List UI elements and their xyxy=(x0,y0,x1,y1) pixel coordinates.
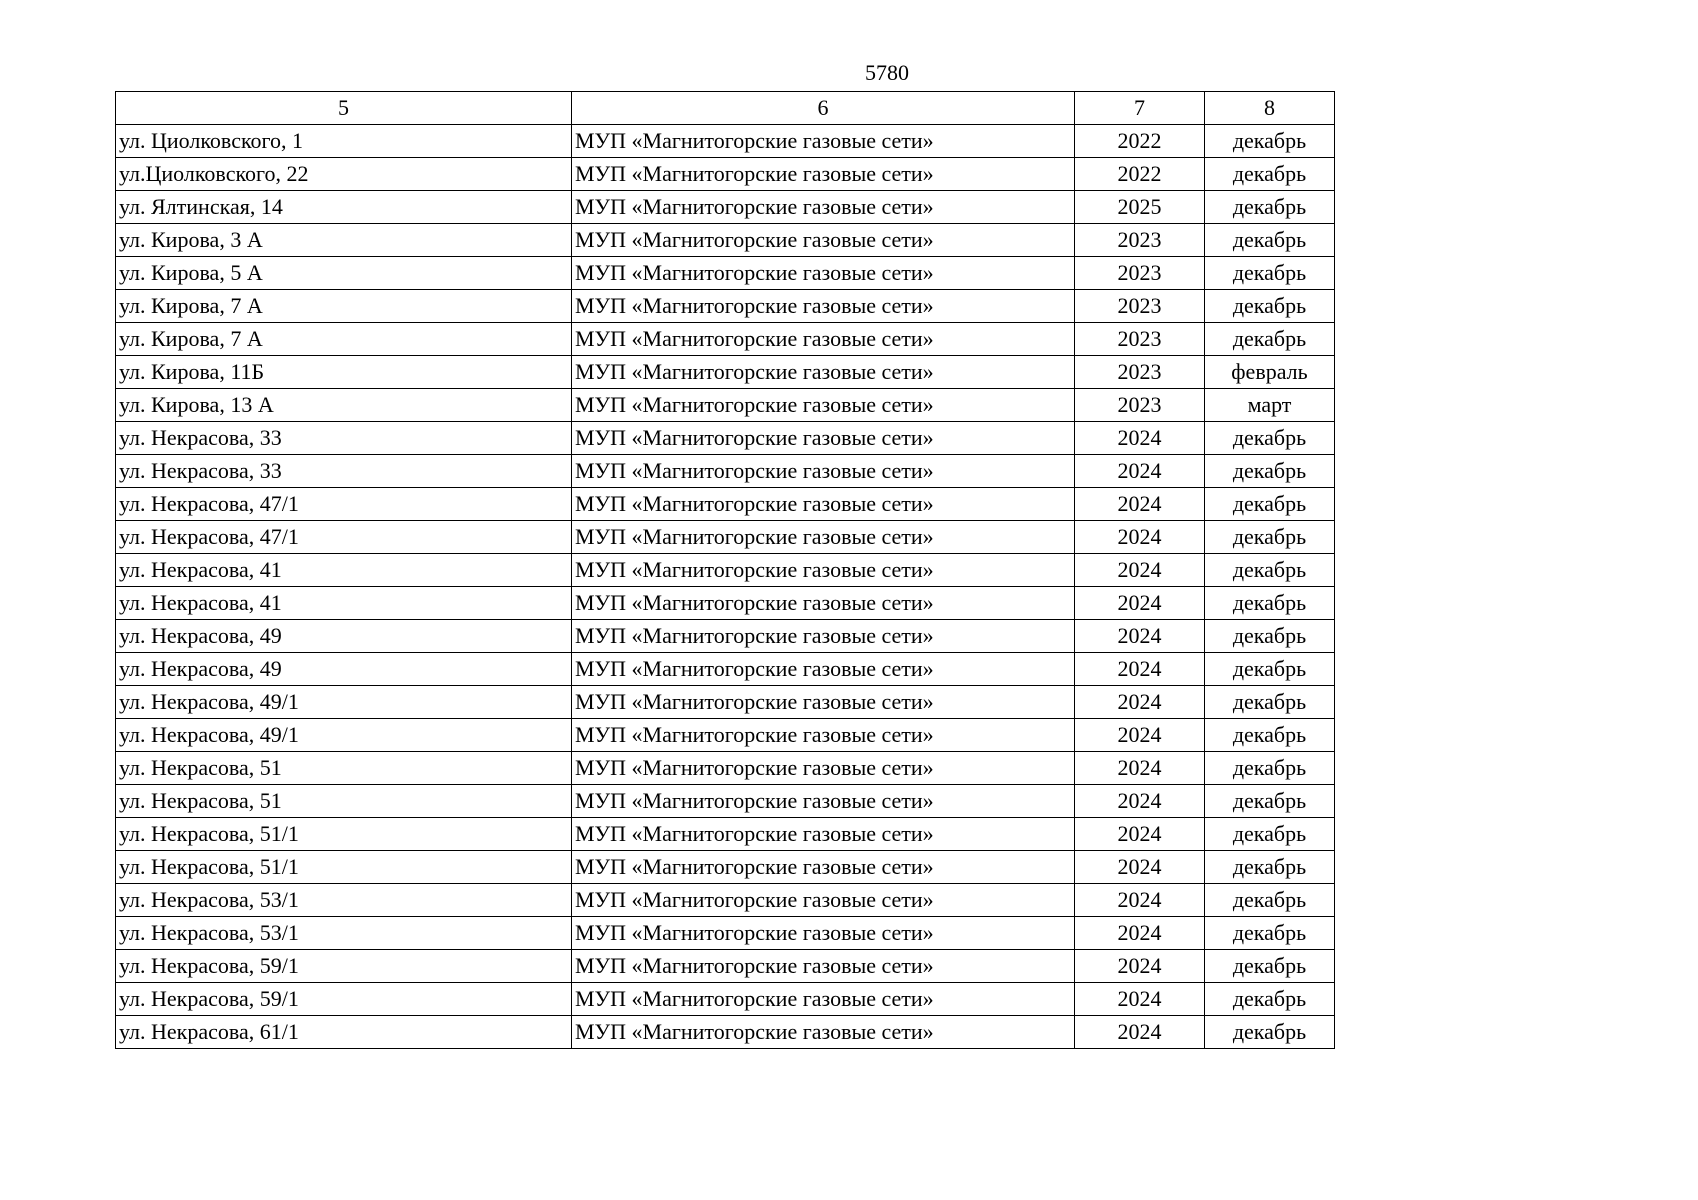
table-row xyxy=(116,323,1335,356)
year-cell: 2024 xyxy=(1075,653,1205,686)
address-cell: ул. Некрасова, 51 xyxy=(116,752,572,785)
year-cell: 2024 xyxy=(1075,620,1205,653)
address-cell: ул. Некрасова, 51/1 xyxy=(116,851,572,884)
table-row xyxy=(116,455,1335,488)
month-cell: декабрь xyxy=(1205,290,1335,323)
month-cell: декабрь xyxy=(1205,257,1335,290)
month-cell: декабрь xyxy=(1205,686,1335,719)
month-cell: декабрь xyxy=(1205,851,1335,884)
organization-cell: МУП «Магнитогорские газовые сети» xyxy=(572,686,1075,719)
month-cell: декабрь xyxy=(1205,719,1335,752)
month-cell: декабрь xyxy=(1205,587,1335,620)
month-cell: декабрь xyxy=(1205,191,1335,224)
organization-cell: МУП «Магнитогорские газовые сети» xyxy=(572,818,1075,851)
table-row xyxy=(116,587,1335,620)
month-cell: декабрь xyxy=(1205,125,1335,158)
year-cell: 2024 xyxy=(1075,719,1205,752)
organization-cell: МУП «Магнитогорские газовые сети» xyxy=(572,620,1075,653)
address-cell: ул. Некрасова, 59/1 xyxy=(116,983,572,1016)
address-cell: ул. Некрасова, 41 xyxy=(116,587,572,620)
year-cell: 2024 xyxy=(1075,785,1205,818)
address-cell: ул. Некрасова, 49 xyxy=(116,653,572,686)
address-cell: ул. Кирова, 5 А xyxy=(116,257,572,290)
organization-cell: МУП «Магнитогорские газовые сети» xyxy=(572,455,1075,488)
month-cell: декабрь xyxy=(1205,785,1335,818)
address-cell: ул. Кирова, 7 А xyxy=(116,290,572,323)
year-cell: 2024 xyxy=(1075,686,1205,719)
month-cell: декабрь xyxy=(1205,455,1335,488)
table-row xyxy=(116,191,1335,224)
address-cell: ул. Некрасова, 47/1 xyxy=(116,521,572,554)
year-cell: 2025 xyxy=(1075,191,1205,224)
organization-cell: МУП «Магнитогорские газовые сети» xyxy=(572,851,1075,884)
table-row xyxy=(116,1016,1335,1049)
address-cell: ул. Кирова, 3 А xyxy=(116,224,572,257)
organization-cell: МУП «Магнитогорские газовые сети» xyxy=(572,554,1075,587)
organization-cell: МУП «Магнитогорские газовые сети» xyxy=(572,125,1075,158)
month-cell: март xyxy=(1205,389,1335,422)
month-cell: декабрь xyxy=(1205,653,1335,686)
registry-table xyxy=(115,91,1335,1049)
year-cell: 2023 xyxy=(1075,389,1205,422)
organization-cell: МУП «Магнитогорские газовые сети» xyxy=(572,488,1075,521)
table-row xyxy=(116,290,1335,323)
column-header: 5 xyxy=(116,92,572,125)
table-row xyxy=(116,719,1335,752)
month-cell: декабрь xyxy=(1205,917,1335,950)
address-cell: ул. Некрасова, 41 xyxy=(116,554,572,587)
address-cell: ул. Некрасова, 49/1 xyxy=(116,686,572,719)
month-cell: декабрь xyxy=(1205,158,1335,191)
year-cell: 2024 xyxy=(1075,521,1205,554)
table-row xyxy=(116,950,1335,983)
year-cell: 2023 xyxy=(1075,356,1205,389)
year-cell: 2022 xyxy=(1075,158,1205,191)
year-cell: 2024 xyxy=(1075,851,1205,884)
organization-cell: МУП «Магнитогорские газовые сети» xyxy=(572,356,1075,389)
organization-cell: МУП «Магнитогорские газовые сети» xyxy=(572,323,1075,356)
month-cell: декабрь xyxy=(1205,521,1335,554)
column-header: 7 xyxy=(1075,92,1205,125)
organization-cell: МУП «Магнитогорские газовые сети» xyxy=(572,884,1075,917)
address-cell: ул. Некрасова, 33 xyxy=(116,422,572,455)
table-row xyxy=(116,257,1335,290)
table-header-row xyxy=(116,92,1335,125)
address-cell: ул. Некрасова, 49 xyxy=(116,620,572,653)
table-row xyxy=(116,356,1335,389)
month-cell: декабрь xyxy=(1205,224,1335,257)
year-cell: 2024 xyxy=(1075,587,1205,620)
month-cell: декабрь xyxy=(1205,554,1335,587)
address-cell: ул. Некрасова, 33 xyxy=(116,455,572,488)
year-cell: 2024 xyxy=(1075,884,1205,917)
address-cell: ул. Некрасова, 51/1 xyxy=(116,818,572,851)
year-cell: 2024 xyxy=(1075,818,1205,851)
table-row xyxy=(116,125,1335,158)
organization-cell: МУП «Магнитогорские газовые сети» xyxy=(572,983,1075,1016)
address-cell: ул. Некрасова, 53/1 xyxy=(116,884,572,917)
address-cell: ул. Некрасова, 49/1 xyxy=(116,719,572,752)
address-cell: ул. Некрасова, 59/1 xyxy=(116,950,572,983)
table-row xyxy=(116,488,1335,521)
year-cell: 2024 xyxy=(1075,488,1205,521)
table-row xyxy=(116,752,1335,785)
table-row xyxy=(116,521,1335,554)
address-cell: ул. Некрасова, 61/1 xyxy=(116,1016,572,1049)
year-cell: 2024 xyxy=(1075,917,1205,950)
organization-cell: МУП «Магнитогорские газовые сети» xyxy=(572,719,1075,752)
year-cell: 2024 xyxy=(1075,422,1205,455)
year-cell: 2022 xyxy=(1075,125,1205,158)
organization-cell: МУП «Магнитогорские газовые сети» xyxy=(572,587,1075,620)
page-number: 5780 xyxy=(865,60,909,85)
address-cell: ул. Некрасова, 47/1 xyxy=(116,488,572,521)
table-row xyxy=(116,851,1335,884)
year-cell: 2023 xyxy=(1075,323,1205,356)
year-cell: 2023 xyxy=(1075,224,1205,257)
organization-cell: МУП «Магнитогорские газовые сети» xyxy=(572,389,1075,422)
organization-cell: МУП «Магнитогорские газовые сети» xyxy=(572,290,1075,323)
month-cell: декабрь xyxy=(1205,752,1335,785)
organization-cell: МУП «Магнитогорские газовые сети» xyxy=(572,653,1075,686)
table-row xyxy=(116,422,1335,455)
table-row xyxy=(116,884,1335,917)
table-row xyxy=(116,224,1335,257)
month-cell: декабрь xyxy=(1205,488,1335,521)
month-cell: декабрь xyxy=(1205,950,1335,983)
organization-cell: МУП «Магнитогорские газовые сети» xyxy=(572,257,1075,290)
organization-cell: МУП «Магнитогорские газовые сети» xyxy=(572,950,1075,983)
organization-cell: МУП «Магнитогорские газовые сети» xyxy=(572,1016,1075,1049)
table-row xyxy=(116,785,1335,818)
month-cell: декабрь xyxy=(1205,983,1335,1016)
organization-cell: МУП «Магнитогорские газовые сети» xyxy=(572,422,1075,455)
organization-cell: МУП «Магнитогорские газовые сети» xyxy=(572,158,1075,191)
table-body xyxy=(116,92,1335,1049)
month-cell: декабрь xyxy=(1205,1016,1335,1049)
table-row xyxy=(116,158,1335,191)
organization-cell: МУП «Магнитогорские газовые сети» xyxy=(572,521,1075,554)
year-cell: 2024 xyxy=(1075,554,1205,587)
column-header: 6 xyxy=(572,92,1075,125)
column-header: 8 xyxy=(1205,92,1335,125)
year-cell: 2023 xyxy=(1075,290,1205,323)
organization-cell: МУП «Магнитогорские газовые сети» xyxy=(572,785,1075,818)
table-row xyxy=(116,620,1335,653)
address-cell: ул. Кирова, 7 А xyxy=(116,323,572,356)
year-cell: 2024 xyxy=(1075,455,1205,488)
address-cell: ул. Кирова, 13 А xyxy=(116,389,572,422)
address-cell: ул. Некрасова, 53/1 xyxy=(116,917,572,950)
month-cell: декабрь xyxy=(1205,818,1335,851)
table-row xyxy=(116,389,1335,422)
month-cell: декабрь xyxy=(1205,323,1335,356)
month-cell: декабрь xyxy=(1205,884,1335,917)
table-row xyxy=(116,917,1335,950)
year-cell: 2024 xyxy=(1075,752,1205,785)
organization-cell: МУП «Магнитогорские газовые сети» xyxy=(572,224,1075,257)
year-cell: 2024 xyxy=(1075,983,1205,1016)
address-cell: ул.Циолковского, 22 xyxy=(116,158,572,191)
table-row xyxy=(116,686,1335,719)
address-cell: ул. Кирова, 11Б xyxy=(116,356,572,389)
address-cell: ул. Циолковского, 1 xyxy=(116,125,572,158)
table-row xyxy=(116,983,1335,1016)
address-cell: ул. Ялтинская, 14 xyxy=(116,191,572,224)
month-cell: февраль xyxy=(1205,356,1335,389)
address-cell: ул. Некрасова, 51 xyxy=(116,785,572,818)
month-cell: декабрь xyxy=(1205,620,1335,653)
organization-cell: МУП «Магнитогорские газовые сети» xyxy=(572,917,1075,950)
organization-cell: МУП «Магнитогорские газовые сети» xyxy=(572,752,1075,785)
year-cell: 2023 xyxy=(1075,257,1205,290)
year-cell: 2024 xyxy=(1075,1016,1205,1049)
organization-cell: МУП «Магнитогорские газовые сети» xyxy=(572,191,1075,224)
month-cell: декабрь xyxy=(1205,422,1335,455)
year-cell: 2024 xyxy=(1075,950,1205,983)
table-row xyxy=(116,818,1335,851)
table-row xyxy=(116,653,1335,686)
table-row xyxy=(116,554,1335,587)
